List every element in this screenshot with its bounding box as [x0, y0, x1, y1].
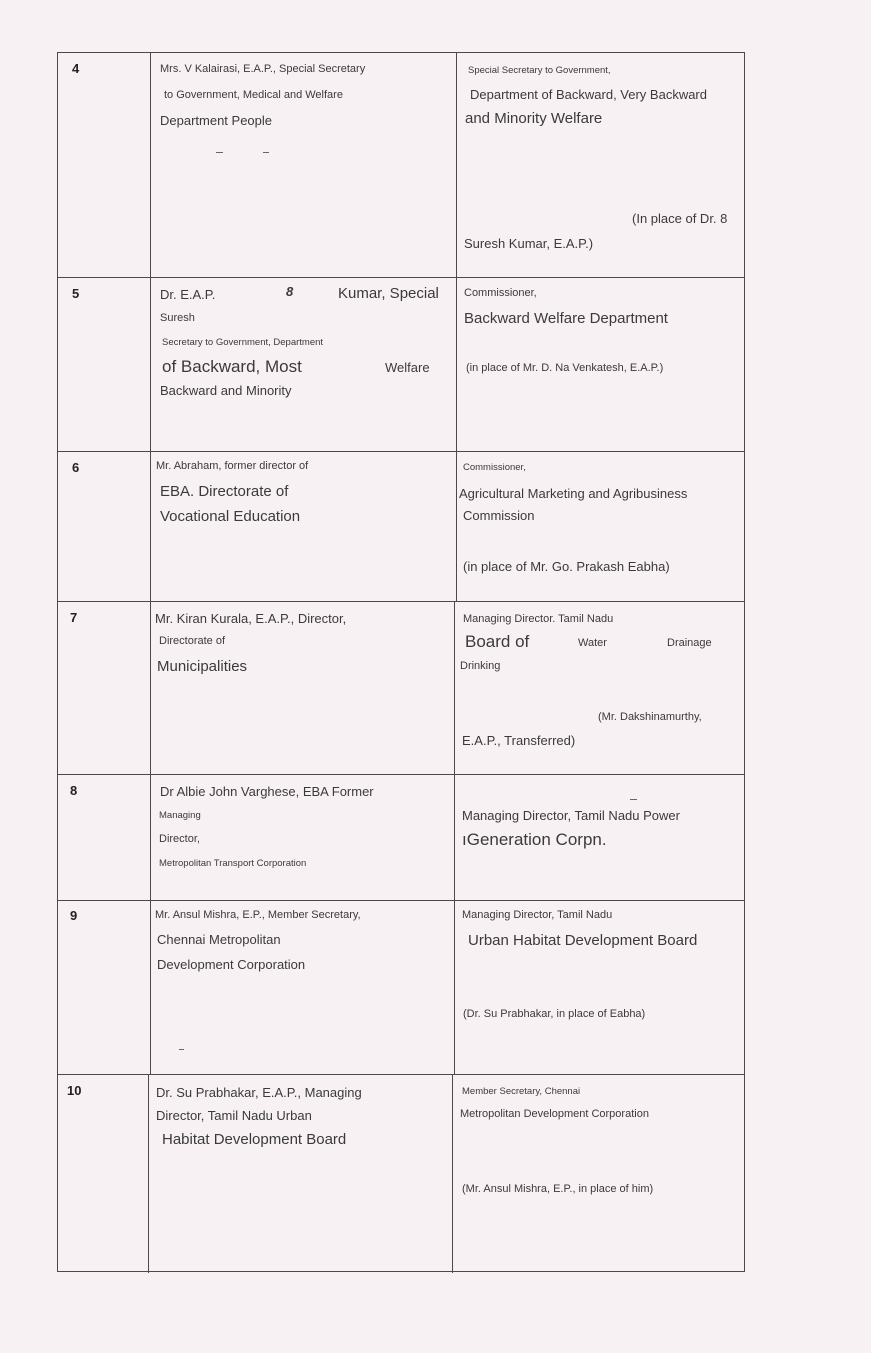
- table-row: [58, 1075, 744, 1273]
- new-post-department: Drinking: [460, 660, 501, 672]
- officer-current-post: of Backward, Most: [162, 357, 302, 376]
- replacement-note: E.A.P., Transferred): [462, 733, 576, 748]
- row-number: 5: [72, 286, 80, 301]
- row-number: 6: [72, 460, 80, 475]
- officer-current-post: Metropolitan Transport Corporation: [159, 858, 307, 869]
- table-row: [58, 278, 744, 452]
- table-row: [58, 775, 744, 901]
- officer-current-post: Secretary to Government, Department: [162, 337, 324, 348]
- table-row: [58, 602, 744, 775]
- table-row: [58, 53, 744, 278]
- officer-name: Kumar, Special: [338, 285, 439, 302]
- officer-current-post: Department People: [160, 113, 273, 128]
- appointments-table: [57, 52, 745, 1272]
- new-post-department: and Minority Welfare: [465, 110, 603, 127]
- officer-name: Dr Albie John Varghese, EBA Former: [160, 784, 374, 799]
- row-number: 10: [67, 1083, 82, 1098]
- officer-name: Mr. Ansul Mishra, E.P., Member Secretary,: [155, 909, 361, 921]
- officer-current-post: Chennai Metropolitan: [157, 932, 281, 947]
- officer-current-post: Backward and Minority: [160, 383, 292, 398]
- new-post-department: Backward Welfare Department: [464, 310, 668, 327]
- new-post-department: Commission: [463, 508, 535, 523]
- new-post-department: Metropolitan Development Corporation: [460, 1108, 649, 1120]
- officer-current-post: Welfare: [385, 360, 430, 375]
- row-number: 9: [70, 908, 78, 923]
- row-number: 4: [72, 61, 80, 76]
- new-post-department: Drainage: [667, 637, 712, 649]
- replacement-note: Suresh Kumar, E.A.P.): [464, 236, 594, 251]
- new-post-title: Managing Director. Tamil Nadu: [463, 613, 614, 625]
- officer-name: Dr. E.A.P.: [160, 287, 216, 302]
- replacement-note: (Dr. Su Prabhakar, in place of Eabha): [463, 1008, 646, 1020]
- officer-current-post: Director, Tamil Nadu Urban: [156, 1108, 312, 1123]
- new-post-department: Board of: [465, 632, 530, 651]
- officer-name: 8: [286, 284, 294, 299]
- officer-current-post: Managing: [159, 810, 201, 821]
- officer-name: Mr. Kiran Kurala, E.A.P., Director,: [155, 611, 347, 626]
- new-post-title: Member Secretary, Chennai: [462, 1086, 581, 1097]
- replacement-note: (Mr. Dakshinamurthy,: [598, 711, 702, 723]
- replacement-note: (In place of Dr. 8: [632, 211, 728, 226]
- officer-current-post: EBA. Directorate of: [160, 483, 289, 500]
- officer-current-post: Municipalities: [157, 658, 248, 675]
- officer-current-post: Vocational Education: [160, 508, 301, 525]
- new-post-department: ıGeneration Corpn.: [462, 830, 607, 849]
- new-post-department: Water: [578, 637, 607, 649]
- officer-name: Suresh: [160, 312, 195, 324]
- replacement-note: (in place of Mr. Go. Prakash Eabha): [463, 559, 670, 574]
- table-row: [58, 452, 744, 602]
- officer-name: Mrs. V Kalairasi, E.A.P., Special Secretary: [160, 63, 366, 75]
- new-post-title: Managing Director, Tamil Nadu: [462, 909, 613, 921]
- new-post-department: Agricultural Marketing and Agribusiness: [459, 486, 688, 501]
- officer-current-post: Development Corporation: [157, 957, 306, 972]
- officer-current-post: to Government, Medical and Welfare: [164, 89, 343, 101]
- replacement-note: (Mr. Ansul Mishra, E.P., in place of him): [462, 1183, 654, 1195]
- row-number: 7: [70, 610, 78, 625]
- new-post-title: Special Secretary to Government,: [468, 65, 611, 76]
- new-post-department: Urban Habitat Development Board: [468, 932, 698, 949]
- replacement-note: (in place of Mr. D. Na Venkatesh, E.A.P.): [466, 362, 664, 374]
- row-number: 8: [70, 783, 78, 798]
- new-post-title: Commissioner,: [463, 462, 526, 473]
- new-post-title: Commissioner,: [464, 287, 537, 299]
- officer-name: Dr. Su Prabhakar, E.A.P., Managing: [156, 1085, 362, 1100]
- officer-current-post: Directorate of: [159, 635, 226, 647]
- officer-current-post: Director,: [159, 833, 200, 845]
- officer-current-post: Habitat Development Board: [162, 1131, 347, 1148]
- new-post-title: Managing Director, Tamil Nadu Power: [462, 808, 680, 823]
- officer-name: Mr. Abraham, former director of: [156, 460, 309, 472]
- new-post-department: Department of Backward, Very Backward: [470, 87, 707, 102]
- table-row: [58, 901, 744, 1075]
